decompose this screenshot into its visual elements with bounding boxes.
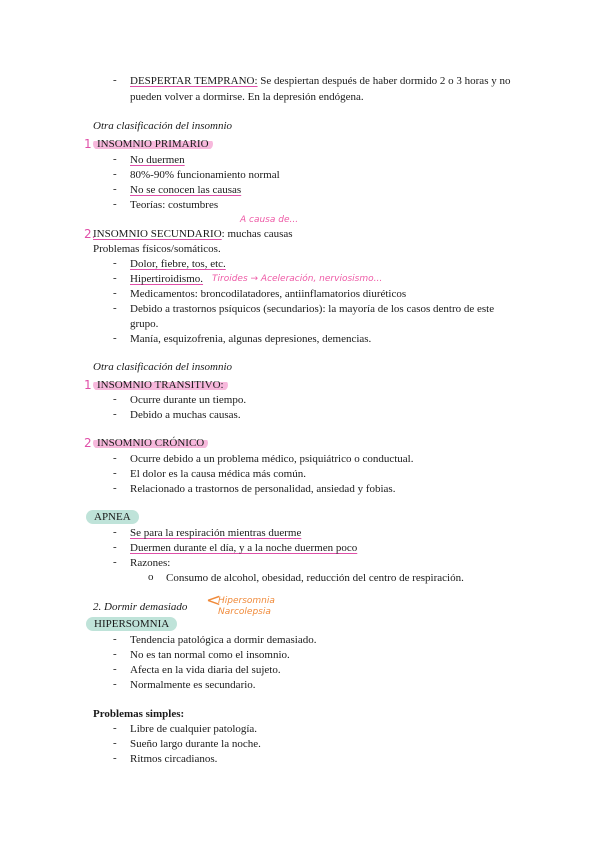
bullet-dash: -	[113, 393, 117, 405]
list-item-continued: grupo.	[130, 318, 159, 330]
list-item: Hipertiroidismo.	[130, 273, 204, 285]
list-item: El dolor es la causa médica más común.	[130, 468, 306, 480]
hipersomnia-title	[86, 617, 177, 631]
title-highlight: HIPERSOMNIA	[86, 617, 177, 631]
bullet-dash: -	[113, 663, 117, 675]
problemas-title: Problemas simples:	[93, 708, 185, 720]
bullet-dash: -	[113, 153, 117, 165]
bullet-dash: -	[113, 648, 117, 660]
bullet-dash: -	[113, 482, 117, 494]
handwritten-note: Hipersomnia	[218, 596, 275, 606]
list-item: Ocurre debido a un problema médico, psiquiátrico o conductual.	[130, 453, 414, 465]
list-item: Teorías: costumbres	[130, 199, 219, 211]
list-item: Relacionado a trastornos de personalidad, ansiedad y fobias.	[130, 483, 396, 495]
bullet-dash: -	[113, 467, 117, 479]
list-item: Se para la respiración mientras duerme	[130, 527, 302, 539]
list-item: Manía, esquizofrenia, algunas depresiones, demencias.	[130, 333, 372, 345]
bullet-dash: -	[113, 408, 117, 420]
list-item: No es tan normal como el insomnio.	[130, 649, 290, 661]
list-item: Sueño largo durante la noche.	[130, 738, 261, 750]
list-item: Normalmente es secundario.	[130, 679, 256, 691]
title-highlight: INSOMNIO PRIMARIO	[93, 138, 213, 150]
bullet-dash: -	[113, 168, 117, 180]
section-heading: Otra clasificación del insomnio	[93, 361, 233, 373]
insomnio-cronico-title	[93, 436, 208, 450]
bullet-dash: -	[113, 752, 117, 764]
title-highlight: APNEA	[86, 510, 139, 524]
handwritten-note: Tiroides → Aceleración, nerviosismo...	[212, 274, 383, 284]
title-highlight: INSOMNIO CRÓNICO	[93, 437, 208, 449]
list-item: Dolor, fiebre, tos, etc.	[130, 258, 226, 270]
bullet-dash: -	[113, 556, 117, 568]
bullet-dash: -	[113, 526, 117, 538]
number-marker: 2	[84, 436, 92, 450]
list-item: Ocurre durante un tiempo.	[130, 394, 247, 406]
handwritten-note: Narcolepsia	[218, 607, 271, 617]
bullet-dash: -	[113, 74, 117, 86]
subheading: Problemas físicos/somáticos.	[93, 243, 221, 255]
intro-text-1: Se despiertan después de haber dormido 2 o 3 horas y no	[257, 75, 511, 87]
bullet-dash: -	[113, 452, 117, 464]
title-highlight: INSOMNIO TRANSITIVO:	[93, 379, 228, 391]
bullet-dash: -	[113, 737, 117, 749]
bullet-dash: -	[113, 302, 117, 314]
bullet-dash: -	[113, 198, 117, 210]
brace-icon: <	[206, 590, 222, 611]
title-suffix: : muchas causas	[221, 228, 293, 240]
number-marker: 1	[84, 137, 92, 151]
number-marker: 1	[84, 378, 92, 392]
section-heading: Otra clasificación del insomnio	[93, 120, 233, 132]
list-item: Debido a trastornos psíquicos (secundarios): la mayoría de los casos dentro de este	[130, 303, 495, 315]
insomnio-transitivo-title	[93, 378, 228, 392]
list-item: 80%-90% funcionamiento normal	[130, 169, 280, 181]
sub-list-item: Consumo de alcohol, obesidad, reducción del centro de respiración.	[166, 572, 464, 584]
bullet-dash: -	[113, 183, 117, 195]
bullet-dash: -	[113, 541, 117, 553]
bullet-dash: -	[113, 678, 117, 690]
list-item: Afecta en la vida diaria del sujeto.	[130, 664, 281, 676]
list-item: Razones:	[130, 557, 171, 569]
list-item: Ritmos circadianos.	[130, 753, 218, 765]
bullet-dash: -	[113, 332, 117, 344]
list-item: Tendencia patológica a dormir demasiado.	[130, 634, 317, 646]
title-underlined: INSOMNIO SECUNDARIO	[93, 228, 222, 240]
bullet-dash: -	[113, 272, 117, 284]
intro-text-2: pueden volver a dormirse. En la depresión endógena.	[130, 91, 364, 103]
bullet-dash: -	[113, 633, 117, 645]
list-item: Medicamentos: broncodilatadores, antiinflamatorios diuréticos	[130, 288, 407, 300]
insomnio-secundario-title	[93, 227, 293, 241]
list-item: Libre de cualquier patología.	[130, 723, 258, 735]
bullet-dash: -	[113, 257, 117, 269]
bullet-dash: -	[113, 722, 117, 734]
bullet-circle: o	[148, 571, 154, 583]
apnea-title	[86, 510, 139, 524]
list-item: No duermen	[130, 154, 185, 166]
list-item: No se conocen las causas	[130, 184, 242, 196]
intro-term: DESPERTAR TEMPRANO:	[130, 75, 258, 87]
handwritten-note: A causa de...	[240, 215, 299, 225]
list-item: Duermen durante el día, y a la noche duermen poco	[130, 542, 358, 554]
number-marker: 2.	[84, 227, 96, 241]
insomnio-primario-title	[93, 137, 213, 151]
intro-line-1	[130, 74, 510, 88]
bullet-dash: -	[113, 287, 117, 299]
list-item: Debido a muchas causas.	[130, 409, 241, 421]
section-heading: 2. Dormir demasiado	[93, 601, 188, 613]
